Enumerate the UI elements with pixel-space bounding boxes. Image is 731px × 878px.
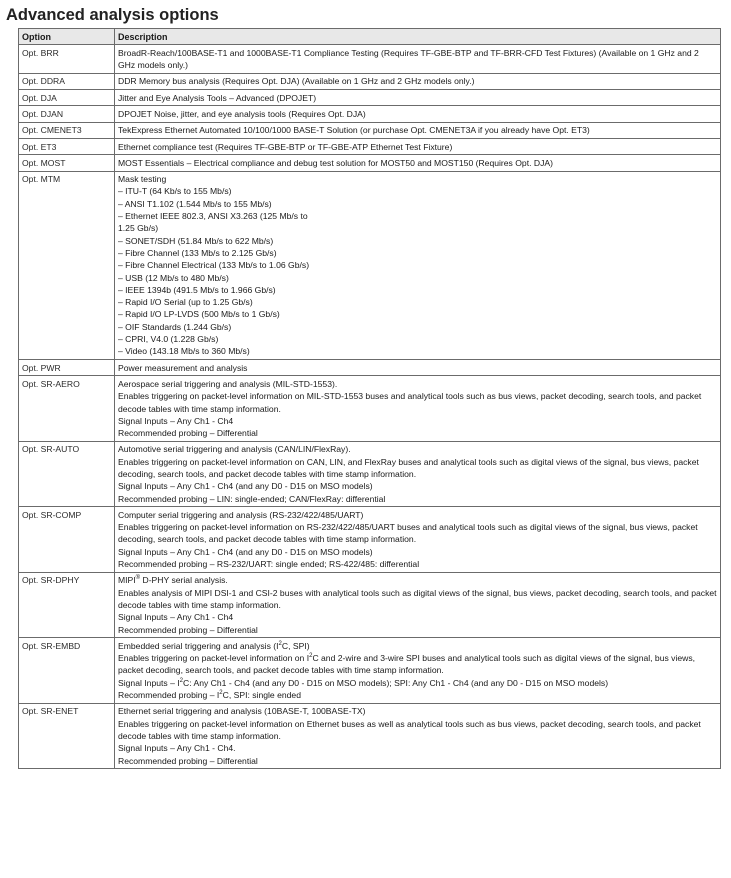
description-line: DPOJET Noise, jitter, and eye analysis tools (Requires Opt. DJA) [118, 108, 366, 119]
description-line: Ethernet compliance test (Requires TF-GBE-BTP or TF-GBE-ATP Ethernet Test Fixture) [118, 141, 453, 152]
table-row [19, 106, 721, 122]
description-line: Recommended probing – RS-232/UART: single ended; RS-422/485: differential [118, 559, 420, 570]
option-code: Opt. ET3 [19, 139, 115, 155]
description-line: MIPI® D-PHY serial analysis. [118, 575, 228, 586]
description-line: Signal Inputs – $I^2C$: Any Ch1 - Ch4 (and any D0 - D15 on MSO models); SPI: Any Ch1 - Ch4 (and any D0 - D15 on MSO models) [118, 677, 609, 688]
option-description [115, 703, 721, 768]
description-line: – Fibre Channel (133 Mb/s to 2.125 Gb/s) [118, 247, 277, 258]
column-header-option: Option [19, 29, 115, 45]
description-line: Ethernet serial triggering and analysis (10BASE-T, 100BASE-TX) [118, 706, 366, 717]
option-description [115, 360, 721, 376]
option-code: Opt. PWR [19, 360, 115, 376]
description-line: Jitter and Eye Analysis Tools – Advanced (DPOJET) [118, 92, 317, 103]
option-code: Opt. SR-DPHY [19, 572, 115, 637]
description-line: Enables triggering on packet-level information on MIL-STD-1553 buses and analytical tools such as bus views, packet decoding, search tools, and packet decode tables with time stamp information. [118, 391, 702, 414]
option-description [115, 572, 721, 637]
option-description [115, 155, 721, 171]
option-description [115, 376, 721, 441]
description-line: Recommended probing – Differential [118, 755, 258, 766]
option-code: Opt. SR-EMBD [19, 638, 115, 703]
section-title: Advanced analysis options [6, 6, 219, 24]
option-description [115, 638, 721, 703]
option-code: Opt. SR-AUTO [19, 441, 115, 506]
description-line: – Rapid I/O Serial (up to 1.25 Gb/s) [118, 297, 253, 308]
document-page [6, 4, 726, 28]
description-line: Power measurement and analysis [118, 362, 248, 373]
description-line: – Fibre Channel Electrical (133 Mb/s to 1.06 Gb/s) [118, 260, 310, 271]
table-row [19, 376, 721, 441]
description-line: Signal Inputs – Any Ch1 - Ch4 [118, 612, 234, 623]
option-code: Opt. CMENET3 [19, 122, 115, 138]
option-description [115, 45, 721, 74]
option-description [115, 441, 721, 506]
description-line: – CPRI, V4.0 (1.228 Gb/s) [118, 334, 219, 345]
description-line: Embedded serial triggering and analysis ($I^2C$, SPI) [118, 640, 310, 651]
option-description [115, 122, 721, 138]
option-code: Opt. SR-AERO [19, 376, 115, 441]
options-table [18, 28, 721, 769]
description-line: Signal Inputs – Any Ch1 - Ch4 (and any D0 - D15 on MSO models) [118, 546, 373, 557]
option-description [115, 73, 721, 89]
description-line: Aerospace serial triggering and analysis (MIL-STD-1553). [118, 378, 338, 389]
option-code: Opt. SR-COMP [19, 507, 115, 572]
option-code: Opt. DJA [19, 90, 115, 106]
description-line: Recommended probing – Differential [118, 624, 258, 635]
table-body [19, 45, 721, 769]
option-code: Opt. DJAN [19, 106, 115, 122]
option-code: Opt. MOST [19, 155, 115, 171]
description-line: MOST Essentials – Electrical compliance and debug test solution for MOST50 and MOST150 (Requires Opt. DJA) [118, 157, 553, 168]
description-line: Recommended probing – LIN: single-ended; CAN/FlexRay: differential [118, 493, 386, 504]
description-line: Enables triggering on packet-level information on CAN, LIN, and FlexRay buses and analytical tools such as digital views of the signal, bus views, packet decoding, search tools, and packet decode tables with time stamp information. [118, 456, 699, 479]
description-line: Enables analysis of MIPI DSI-1 and CSI-2 buses with analytical tools such as digital views of the signal, bus views, packet decoding, search tools, and packet decode tables with time stamp information. [118, 587, 717, 610]
option-code: Opt. BRR [19, 45, 115, 74]
table-row [19, 572, 721, 637]
table-header-row [19, 29, 721, 45]
table-row [19, 45, 721, 74]
table-row [19, 703, 721, 768]
option-description [115, 139, 721, 155]
description-line: – Ethernet IEEE 802.3, ANSI X3.263 (125 Mb/s to [118, 211, 308, 222]
description-line: Recommended probing – $I^2C$, SPI: single ended [118, 690, 301, 701]
table-row [19, 441, 721, 506]
description-line: Automotive serial triggering and analysis (CAN/LIN/FlexRay). [118, 444, 351, 455]
option-description [115, 90, 721, 106]
description-line: – SONET/SDH (51.84 Mb/s to 622 Mb/s) [118, 235, 274, 246]
table-row [19, 90, 721, 106]
description-line: – Video (143.18 Mb/s to 360 Mb/s) [118, 346, 250, 357]
column-header-description: Description [115, 29, 721, 45]
description-line: Recommended probing – Differential [118, 428, 258, 439]
description-line: Enables triggering on packet-level information on RS-232/422/485/UART buses and analytical tools such as digital views of the signal, bus views, packet decoding, search tools, and packet decode tables with time stamp information. [118, 522, 698, 545]
option-code: Opt. MTM [19, 171, 115, 359]
table-row [19, 139, 721, 155]
table-row [19, 638, 721, 703]
description-line: Signal Inputs – Any Ch1 - Ch4. [118, 743, 236, 754]
table-row [19, 507, 721, 572]
option-description [115, 106, 721, 122]
description-line: DDR Memory bus analysis (Requires Opt. DJA) (Available on 1 GHz and 2 GHz models only.) [118, 76, 475, 87]
table-row [19, 360, 721, 376]
option-description [115, 171, 721, 359]
description-line: Enables triggering on packet-level information on $I^2C$ and 2-wire and 3-wire SPI buses and analytical tools such as digital views of the signal, bus views, packet decoding, search tools, and packet decode tables with time stamp information. [118, 653, 696, 676]
description-line: – ITU-T (64 Kb/s to 155 Mb/s) [118, 186, 232, 197]
description-line: Signal Inputs – Any Ch1 - Ch4 [118, 415, 234, 426]
description-line: – IEEE 1394b (491.5 Mb/s to 1.966 Gb/s) [118, 284, 276, 295]
description-line: 1.25 Gb/s) [118, 223, 159, 234]
description-line: Enables triggering on packet-level information on Ethernet buses as well as analytical tools such as bus views, packet decoding, search tools, and packet decode tables with time stamp information. [118, 718, 701, 741]
description-line: BroadR-Reach/100BASE-T1 and 1000BASE-T1 Compliance Testing (Requires TF-GBE-BTP and TF-BRR-CFD Test Fixtures) (Available on 1 GHz and 2 GHz models only.) [118, 47, 699, 71]
description-line: – ANSI T1.102 (1.544 Mb/s to 155 Mb/s) [118, 198, 272, 209]
description-line: – Rapid I/O LP-LVDS (500 Mb/s to 1 Gb/s) [118, 309, 280, 320]
description-line: TekExpress Ethernet Automated 10/100/1000 BASE-T Solution (or purchase Opt. CMENET3A if you already have Opt. ET3) [118, 125, 590, 136]
table-row [19, 73, 721, 89]
table-row [19, 122, 721, 138]
option-description [115, 507, 721, 572]
option-code: Opt. SR-ENET [19, 703, 115, 768]
table-row [19, 155, 721, 171]
description-line: Signal Inputs – Any Ch1 - Ch4 (and any D0 - D15 on MSO models) [118, 481, 373, 492]
description-line: – OIF Standards (1.244 Gb/s) [118, 321, 232, 332]
option-code: Opt. DDRA [19, 73, 115, 89]
description-line: Computer serial triggering and analysis (RS-232/422/485/UART) [118, 509, 364, 520]
description-line: – USB (12 Mb/s to 480 Mb/s) [118, 272, 229, 283]
table-row [19, 171, 721, 359]
description-line: Mask testing [118, 174, 167, 185]
